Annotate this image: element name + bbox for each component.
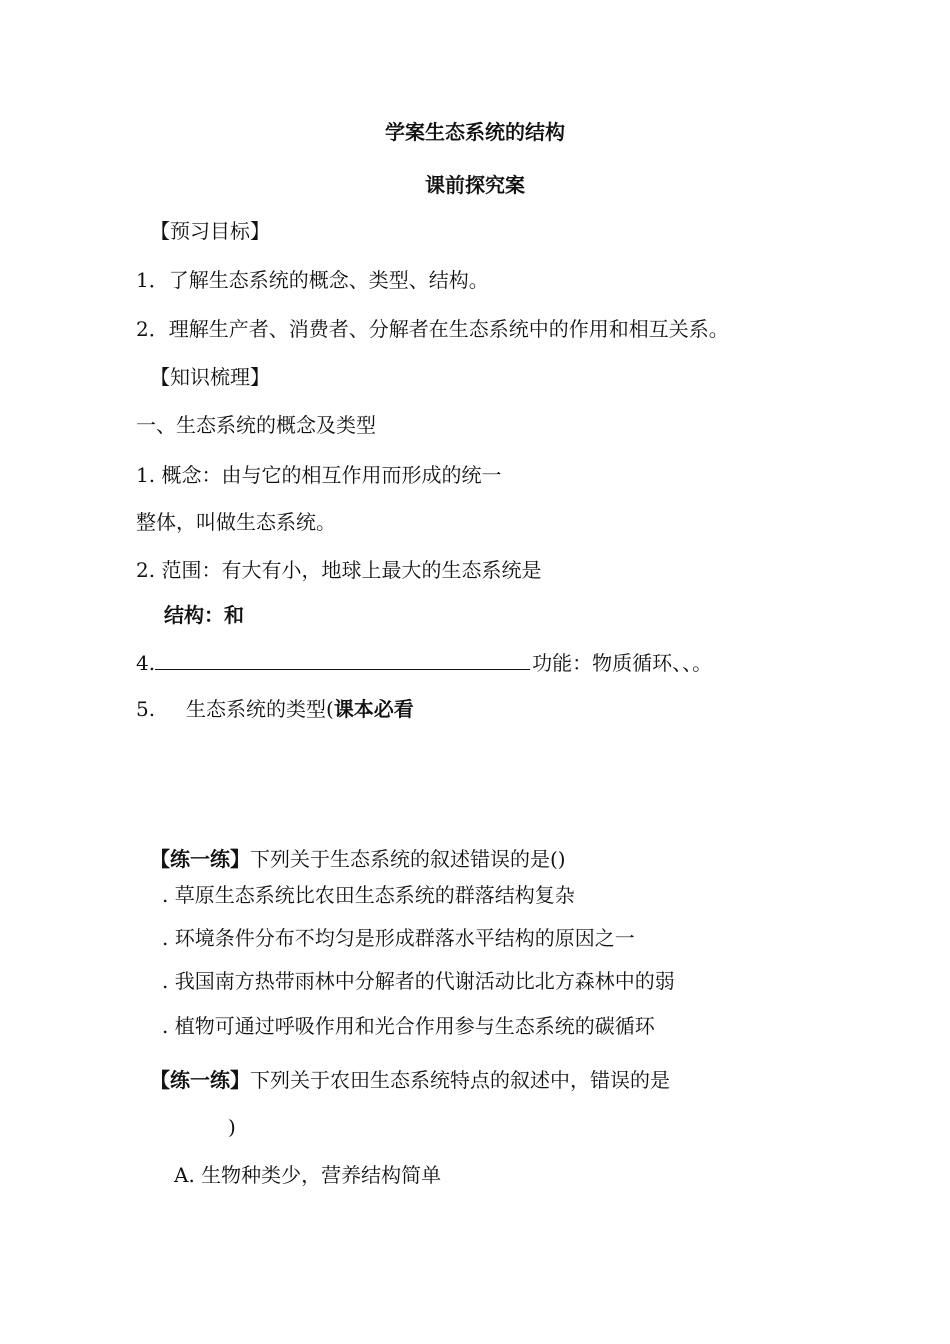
practice-2-question: [150, 1067, 670, 1093]
item-4-number: 4.: [136, 651, 156, 675]
knowledge-heading: 【知识梳理】: [150, 365, 270, 389]
practice-2-tag: 【练一练】: [150, 1068, 250, 1092]
goal-item-2: 2．理解生产者、消费者、分解者在生态系统中的作用和相互关系。: [136, 317, 729, 341]
item-5-text: 生态系统的类型(: [186, 697, 334, 721]
concept-line-2: 整体，叫做生态系统。: [136, 510, 336, 534]
practice-1-option: . 草原生态系统比农田生态系统的群落结构复杂: [162, 883, 575, 907]
item-4-line: [136, 650, 712, 676]
practice-1-option: . 环境条件分布不均匀是形成群落水平结构的原因之一: [162, 926, 635, 950]
practice-1-question: [150, 846, 566, 872]
section-one-heading: 一、生态系统的概念及类型: [136, 413, 376, 437]
structure-line: 结构：和: [164, 603, 244, 627]
item-5-bold: 课本必看: [333, 697, 414, 721]
item-5-line: [186, 696, 414, 722]
preview-goals-heading: 【预习目标】: [150, 219, 270, 243]
practice-2-option-a: A. 生物种类少，营养结构简单: [174, 1163, 442, 1187]
practice-1-tag: 【练一练】: [150, 847, 250, 871]
practice-1-text: 下列关于生态系统的叙述错误的是(): [250, 847, 566, 871]
item-4-function: 功能：物质循环、、。: [532, 651, 713, 675]
item-5-number: 5.: [136, 697, 156, 721]
fill-in-blank: [155, 651, 530, 670]
practice-1-option: . 植物可通过呼吸作用和光合作用参与生态系统的碳循环: [162, 1014, 655, 1038]
range-line: 2. 范围：有大有小，地球上最大的生态系统是: [136, 558, 542, 582]
practice-2-text: 下列关于农田生态系统特点的叙述中，错误的是: [250, 1068, 670, 1092]
page-subtitle: 课前探究案: [425, 173, 525, 197]
concept-line-1: 1. 概念：由与它的相互作用而形成的统一: [136, 463, 502, 487]
practice-2-paren: ): [228, 1115, 236, 1139]
page-title: 学案生态系统的结构: [385, 120, 565, 144]
practice-1-option: . 我国南方热带雨林中分解者的代谢活动比北方森林中的弱: [162, 969, 675, 993]
goal-item-1: 1．了解生态系统的概念、类型、结构。: [136, 268, 489, 292]
